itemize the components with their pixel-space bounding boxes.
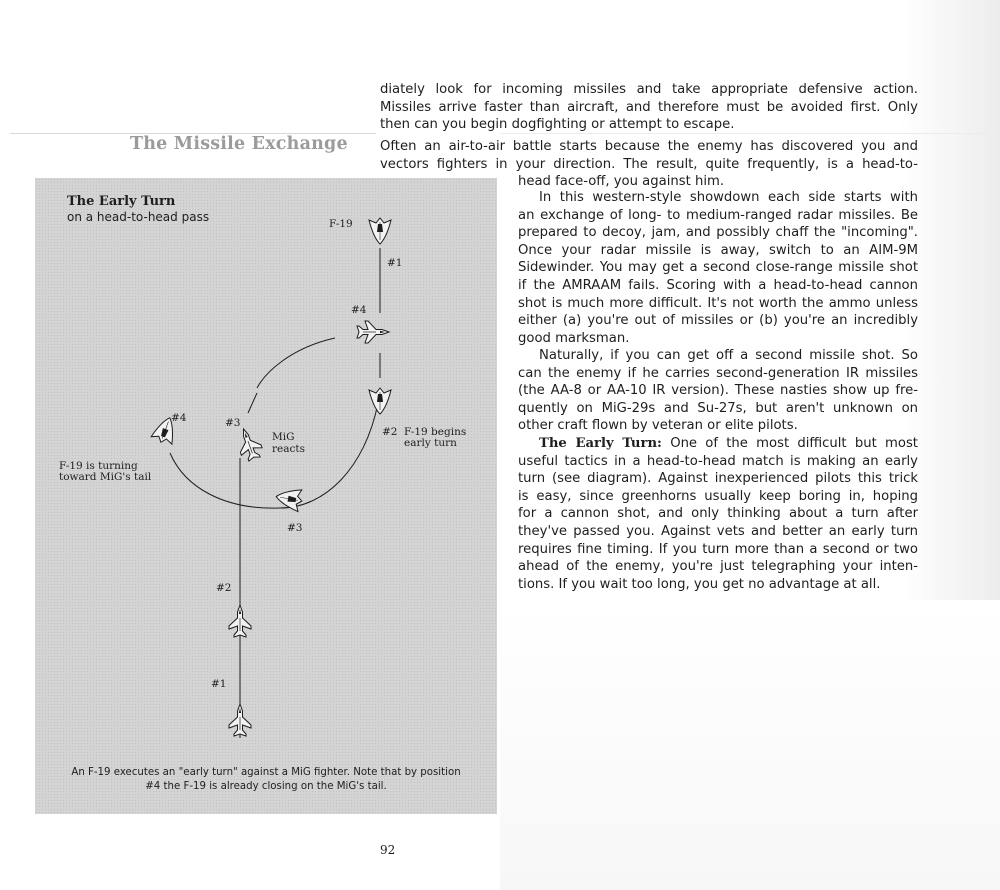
text-line: Naturally, if you can get off a second missile shot. So (539, 348, 918, 363)
label-f19-top: F-19 (329, 218, 353, 230)
body-paragraph-early-turn (518, 435, 918, 593)
text-line (518, 435, 918, 453)
text-line: an exchange of long- to medium-ranged radar missiles. Be (518, 207, 918, 223)
text-line: good marksman. (518, 330, 630, 346)
label-pos3-mig: #3 (225, 417, 241, 429)
page-number: 92 (380, 843, 396, 857)
body-paragraph-showdown (518, 189, 918, 347)
text-line: quently on MiG-29s and Su-27s, but aren't unknown on (518, 400, 918, 416)
mig-arc (257, 338, 335, 388)
label-pos4-left: #4 (171, 412, 187, 424)
text-line: shot is much more difficult. It's not worth the ammo unless (518, 295, 918, 311)
section-heading: The Missile Exchange (130, 134, 348, 154)
label-f19-turning-1: F-19 is turning (59, 460, 138, 472)
label-f19-turning-2: toward MiG's tail (59, 471, 152, 483)
show-through-area (500, 600, 1000, 890)
caption-line: An F-19 executes an "early turn" against a MiG fighter. Note that by position (71, 767, 461, 778)
run-in-heading: The Early Turn: (539, 436, 662, 451)
mig-jet-icon (229, 704, 251, 736)
text-line: head face-off, you against him. (518, 174, 725, 190)
text-line: they've passed you. Against vets and better an early turn (518, 523, 918, 539)
mig-jet-icon (357, 321, 389, 343)
label-mig-reacts: reacts (272, 443, 305, 455)
mig-track-top (248, 393, 257, 413)
text-line: either (a) you're out of missiles or (b) you're an incredibly (518, 313, 918, 329)
label-mig: MiG (272, 431, 295, 443)
text-line: useful tactics in a head-to-head match is making an early (518, 453, 918, 469)
label-pos1-top: #1 (387, 257, 403, 269)
text-line: Missiles arrive faster than aircraft, and therefore must be avoided first. Only (380, 99, 918, 115)
text-line: then can you begin dogfighting or attempt to escape. (380, 117, 735, 133)
text-line: (the AA-8 or AA-10 IR version). These nasties show up fre- (518, 383, 918, 399)
text-line: diately look for incoming missiles and take appropriate defensive action. (380, 82, 918, 97)
text-line: can the enemy if he carries second-generation IR missiles (518, 365, 918, 381)
diagram-graphics (35, 178, 497, 814)
text-line: Sidewinder. You may get a second close-range missile shot (518, 260, 918, 276)
label-pos1-left: #1 (211, 678, 227, 690)
label-f19-begins-1: F-19 begins (404, 426, 467, 438)
section-divider-right (500, 133, 990, 134)
caption-line: #4 the F-19 is already closing on the MiG's tail. (145, 781, 387, 792)
text-line: Often an air-to-air battle starts because the enemy has discovered you and (380, 139, 918, 154)
run-in-text: One of the most difficult but most (670, 436, 918, 451)
early-turn-diagram (35, 178, 497, 814)
text-line: tions. If you wait too long, you get no advantage at all. (518, 576, 881, 592)
text-line: if the AMRAAM fails. Scoring with a head-to-head cannon (518, 277, 918, 293)
label-pos2-right: #2 (382, 426, 398, 438)
label-pos4-top: #4 (351, 304, 367, 316)
text-line: vectors fighters in your direction. The result, quite frequently, is a head-to- (380, 156, 918, 172)
diagram-title: The Early Turn (67, 194, 176, 209)
label-f19-begins-2: early turn (404, 437, 457, 449)
body-paragraph-second-shot (518, 347, 918, 435)
mig-jet-icon (229, 605, 251, 637)
text-line: requires fine timing. If you turn more than a second or two (518, 541, 918, 557)
f19-stealth-icon (369, 218, 391, 244)
text-line: Once your radar missile is away, switch to an AIM-9M (518, 242, 918, 258)
diagram-caption (35, 766, 497, 794)
text-line: is easy, since greenhorns usually keep boring in, hoping (518, 488, 918, 504)
turn-arc (170, 403, 378, 508)
text-line: for a cannon shot, and only thinking about a turn after (518, 506, 918, 522)
text-line: prepared to decoy, jam, and possibly chaff the "incoming". (518, 225, 918, 241)
text-line: turn (see diagram). Against inexperienced pilots this trick (518, 471, 918, 487)
text-line: In this western-style showdown each side starts with (539, 190, 918, 205)
diagram-subtitle: on a head-to-head pass (67, 210, 210, 224)
label-pos3-bottom: #3 (287, 522, 303, 534)
top-paragraph (380, 81, 918, 134)
label-pos2-left: #2 (216, 582, 232, 594)
text-line: ahead of the enemy, you're just telegraphing your inten- (518, 559, 918, 575)
mig-jet-icon (233, 425, 265, 463)
text-line: other craft flown by veteran or elite pilots. (518, 418, 798, 434)
f19-stealth-icon (369, 388, 391, 414)
